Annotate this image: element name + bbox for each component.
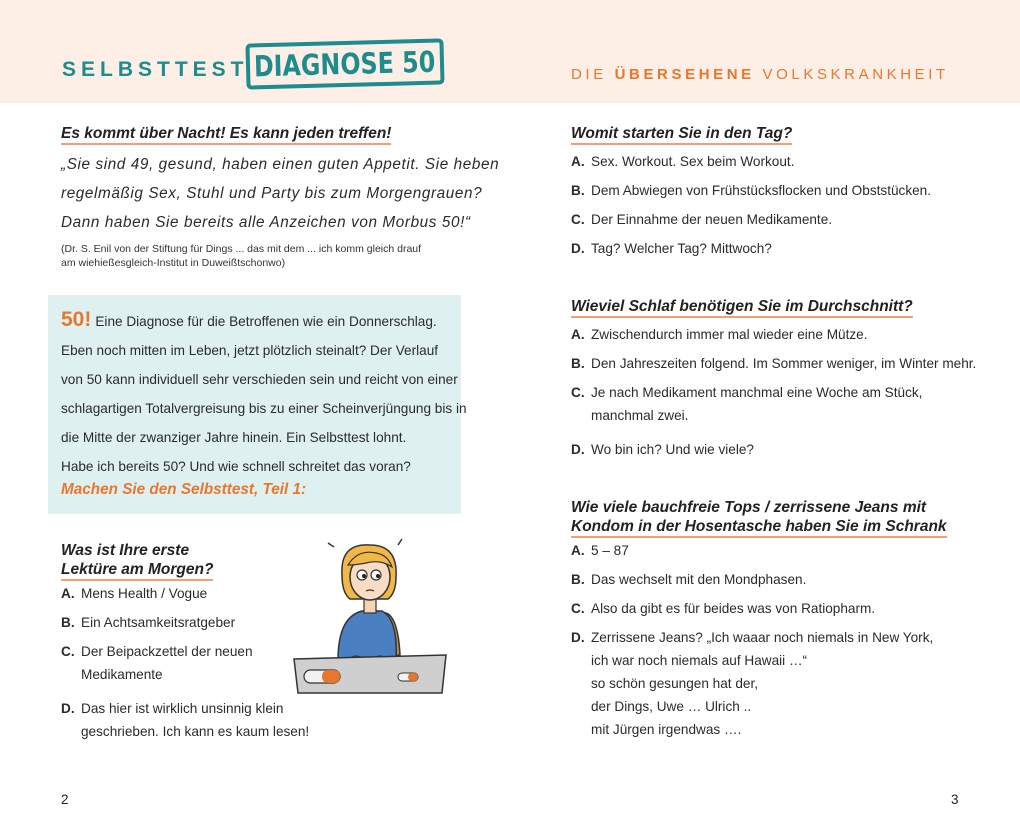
answer-letter: D. bbox=[571, 241, 585, 256]
box-line: Eben noch mitten im Leben, jetzt plötzlich steinalt? Der Verlauf bbox=[61, 343, 439, 358]
answer-text: Das hier ist wirklich unsinnig klein bbox=[81, 701, 284, 716]
question-line: Was ist Ihre erste bbox=[61, 542, 190, 559]
big-50-label: 50! bbox=[61, 308, 92, 331]
answer-text: Je nach Medikament manchmal eine Woche am Stück, bbox=[591, 385, 923, 400]
question-2 bbox=[571, 124, 792, 143]
answer-text: Das wechselt mit den Mondphasen. bbox=[591, 572, 807, 587]
answer-letter: B. bbox=[61, 615, 75, 630]
answer-text: Der Beipackzettel der neuen bbox=[81, 644, 253, 659]
q4-answer-b bbox=[571, 568, 806, 591]
question-line: Kondom in der Hosentasche haben Sie im Schrank bbox=[571, 518, 947, 538]
quote-line: regelmäßig Sex, Stuhl und Party bis zum Morgengrauen? bbox=[61, 185, 483, 202]
answer-letter: B. bbox=[571, 572, 585, 587]
intro-quote bbox=[61, 150, 500, 237]
q4-answer-c bbox=[571, 597, 875, 620]
answer-text: 5 – 87 bbox=[591, 543, 629, 558]
citation-line: am wiehießesgleich-Institut in Duweißtschonwo) bbox=[61, 257, 286, 269]
answer-letter: C. bbox=[571, 601, 585, 616]
answer-letter: B. bbox=[571, 183, 585, 198]
call-to-action: Machen Sie den Selbsttest, Teil 1: bbox=[61, 481, 307, 498]
question-4 bbox=[571, 498, 947, 536]
question-line: Womit starten Sie in den Tag? bbox=[571, 125, 792, 145]
answer-letter: A. bbox=[571, 327, 585, 342]
q3-answer-d bbox=[571, 438, 754, 461]
subtitle-bold: ÜBERSEHENE bbox=[614, 66, 755, 83]
answer-text: Also da gibt es für beides was von Ratiopharm. bbox=[591, 601, 876, 616]
answer-text: manchmal zwei. bbox=[591, 408, 689, 423]
answer-letter: D. bbox=[61, 701, 75, 716]
answer-letter: A. bbox=[571, 154, 585, 169]
page-header bbox=[0, 0, 1020, 103]
answer-text: geschrieben. Ich kann es kaum lesen! bbox=[81, 724, 310, 739]
box-line: schlagartigen Totalvergreisung bis zu einer Scheinverjüngung bis in bbox=[61, 401, 467, 416]
box-line: die Mitte der zwanziger Jahre hinein. Ein Selbsttest lohnt. bbox=[61, 430, 407, 445]
q3-answer-a bbox=[571, 323, 868, 346]
answer-text: Der Einnahme der neuen Medikamente. bbox=[591, 212, 833, 227]
q1-answer-c bbox=[61, 640, 253, 686]
q2-answer-c bbox=[571, 208, 832, 231]
answer-text: so schön gesungen hat der, bbox=[591, 676, 759, 691]
answer-text: Wo bin ich? Und wie viele? bbox=[591, 442, 754, 457]
answer-letter: B. bbox=[571, 356, 585, 371]
info-box-text bbox=[61, 305, 467, 481]
quote-line: „Sie sind 49, gesund, haben einen guten Appetit. Sie heben bbox=[61, 156, 500, 173]
answer-text: der Dings, Uwe … Ulrich .. bbox=[591, 699, 752, 714]
q4-answer-a bbox=[571, 539, 629, 562]
answer-letter: A. bbox=[61, 586, 75, 601]
question-line: Wie viele bauchfreie Tops / zerrissene Jeans mit bbox=[571, 499, 927, 516]
diagnose-50-logo-text: DIAGNOSE 50 bbox=[253, 44, 437, 84]
q4-answer-d bbox=[571, 626, 933, 741]
intro-heading-text: Es kommt über Nacht! Es kann jeden treffen! bbox=[61, 125, 391, 145]
box-line: von 50 kann individuell sehr verschieden sein und reicht von einer bbox=[61, 372, 458, 387]
answer-text: Ein Achtsamkeitsratgeber bbox=[81, 615, 236, 630]
answer-letter: C. bbox=[571, 212, 585, 227]
diagnose-50-logo bbox=[245, 38, 444, 89]
answer-text: Tag? Welcher Tag? Mittwoch? bbox=[591, 241, 772, 256]
answer-letter: C. bbox=[571, 385, 585, 400]
answer-letter: D. bbox=[571, 442, 585, 457]
answer-text: Zwischendurch immer mal wieder eine Mütze. bbox=[591, 327, 868, 342]
subtitle-post: VOLKSKRANKHEIT bbox=[754, 66, 949, 83]
answer-letter: D. bbox=[571, 630, 585, 645]
q3-answer-b bbox=[571, 352, 976, 375]
answer-text: Den Jahreszeiten folgend. Im Sommer weniger, im Winter mehr. bbox=[591, 356, 977, 371]
q1-answer-d bbox=[61, 697, 309, 743]
question-3 bbox=[571, 297, 913, 316]
box-line: Habe ich bereits 50? Und wie schnell schreitet das voran? bbox=[61, 459, 411, 474]
header-subtitle bbox=[571, 66, 949, 83]
woman-at-table-with-pills-illustration bbox=[290, 535, 450, 695]
q1-answer-b bbox=[61, 611, 235, 634]
answer-text: Sex. Workout. Sex beim Workout. bbox=[591, 154, 795, 169]
q2-answer-b bbox=[571, 179, 931, 202]
question-line: Lektüre am Morgen? bbox=[61, 561, 213, 581]
answer-text: ich war noch niemals auf Hawaii …“ bbox=[591, 653, 808, 668]
q2-answer-d bbox=[571, 237, 772, 260]
q2-answer-a bbox=[571, 150, 794, 173]
citation-line: (Dr. S. Enil von der Stiftung für Dings ... das mit dem ... ich komm gleich drauf bbox=[61, 243, 422, 255]
page-number-left: 2 bbox=[61, 792, 69, 807]
question-line: Wieviel Schlaf benötigen Sie im Durchschnitt? bbox=[571, 298, 913, 318]
intro-heading bbox=[61, 124, 391, 143]
answer-text: Medikamente bbox=[81, 667, 163, 682]
answer-text: mit Jürgen irgendwas …. bbox=[591, 722, 742, 737]
citation bbox=[61, 242, 421, 270]
page-number-right: 3 bbox=[951, 792, 959, 807]
q1-answer-a bbox=[61, 582, 207, 605]
answer-text: Zerrissene Jeans? „Ich waaar noch niemals in New York, bbox=[591, 630, 934, 645]
answer-letter: A. bbox=[571, 543, 585, 558]
answer-text: Dem Abwiegen von Frühstücksflocken und Obststücken. bbox=[591, 183, 932, 198]
box-line: Eine Diagnose für die Betroffenen wie ein Donnerschlag. bbox=[95, 314, 437, 329]
answer-letter: C. bbox=[61, 644, 75, 659]
selbsttest-title: SELBSTTEST bbox=[62, 58, 249, 81]
subtitle-pre: DIE bbox=[571, 66, 615, 83]
question-1 bbox=[61, 541, 213, 579]
quote-line: Dann haben Sie bereits alle Anzeichen von Morbus 50!“ bbox=[61, 214, 471, 231]
answer-text: Mens Health / Vogue bbox=[81, 586, 208, 601]
q3-answer-c bbox=[571, 381, 922, 427]
